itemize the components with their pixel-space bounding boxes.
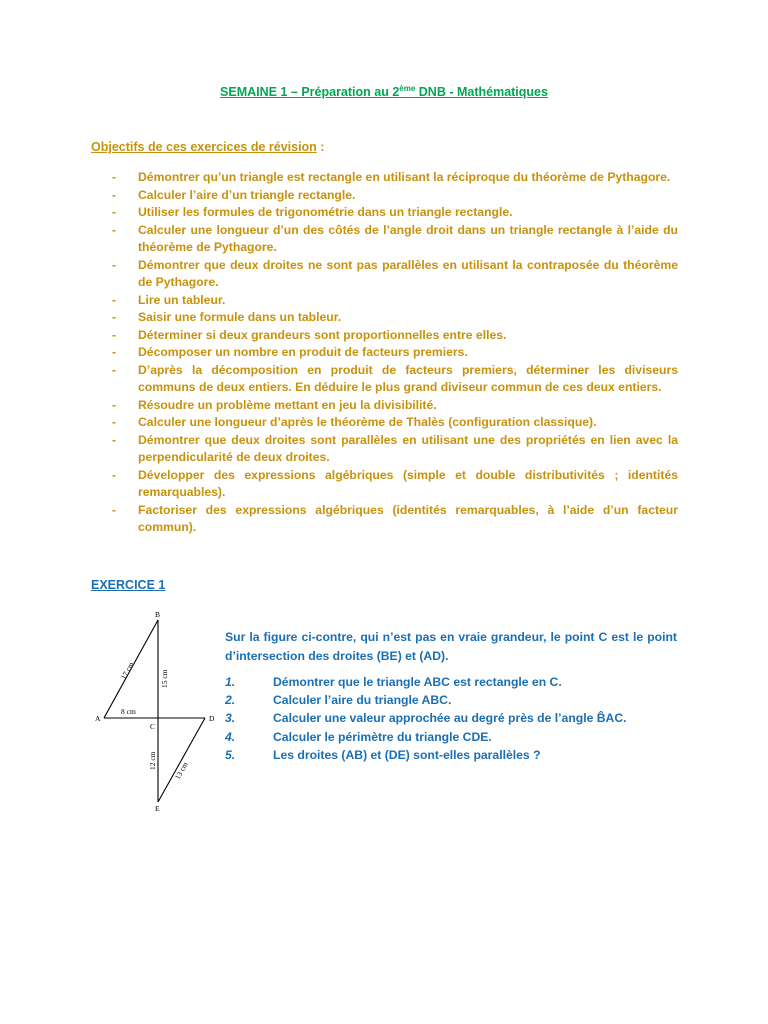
objectives-heading-text: Objectifs de ces exercices de révision	[91, 140, 317, 154]
objective-text: Lire un tableur.	[138, 292, 226, 307]
objective-text: Développer des expressions algébriques (simple et double distributivités ; identités remarquables).	[138, 467, 678, 499]
question-text: Calculer le périmètre du triangle CDE.	[273, 729, 492, 744]
title-suffix: DNB - Mathématiques	[415, 85, 548, 100]
question-item	[225, 673, 677, 691]
objectives-list	[112, 169, 678, 537]
objective-text: Saisir une formule dans un tableur.	[138, 310, 342, 324]
label-bc: 15 cm	[160, 669, 169, 688]
point-c-label: C	[150, 722, 156, 731]
objective-item	[112, 397, 678, 415]
objective-item	[112, 292, 678, 310]
objective-text: Déterminer si deux grandeurs sont proportionnelles entre elles.	[138, 327, 507, 342]
question-item	[225, 691, 677, 709]
objective-item	[112, 432, 678, 467]
bullet-dash: -	[112, 222, 117, 237]
objective-item	[112, 204, 678, 222]
bullet-dash: -	[112, 467, 117, 482]
bullet-dash: -	[112, 187, 117, 202]
objective-item	[112, 502, 678, 537]
point-a-label: A	[95, 714, 101, 723]
label-ce: 12 cm	[148, 751, 157, 770]
question-number: 3.	[225, 711, 236, 726]
bullet-dash: -	[112, 345, 117, 359]
objective-item	[112, 344, 678, 362]
point-b-label: B	[155, 610, 161, 619]
objective-text: Utiliser les formules de trigonométrie dans un triangle rectangle.	[138, 205, 513, 219]
title-superscript: ème	[399, 84, 416, 93]
bullet-dash: -	[112, 502, 117, 517]
bullet-dash: -	[112, 432, 117, 447]
objective-text: Démontrer que deux droites ne sont pas parallèles en utilisant la contraposée du théorème de Pythagore.	[138, 257, 678, 289]
objective-item	[112, 187, 678, 205]
question-number: 5.	[225, 747, 236, 762]
question-number: 1.	[225, 675, 236, 689]
bullet-dash: -	[112, 292, 117, 307]
bullet-dash: -	[112, 310, 117, 324]
exercise-heading: EXERCICE 1	[91, 578, 166, 592]
objective-item	[112, 257, 678, 292]
objective-text: Factoriser des expressions algébriques (identités remarquables, à l’aide d’un facteur commun).	[138, 502, 678, 534]
objective-item	[112, 467, 678, 502]
label-de: 13 cm	[172, 760, 190, 781]
objective-item	[112, 309, 678, 327]
exercise-intro: Sur la figure ci-contre, qui n’est pas en vraie grandeur, le point C est le point d’intersection des droites (BE) et (AD).	[225, 630, 677, 663]
objective-text: Calculer une longueur d’un des côtés de l’angle droit dans un triangle rectangle à l’aide du théorème de Pythagore.	[138, 222, 678, 254]
questions-list	[225, 673, 677, 764]
point-d-label: D	[209, 714, 215, 723]
objective-item	[112, 362, 678, 397]
objective-text: Décomposer un nombre en produit de facteurs premiers.	[138, 345, 468, 359]
objective-item	[112, 327, 678, 345]
objective-text: Calculer une longueur d’après le théorème de Thalès (configuration classique).	[138, 415, 597, 429]
title-prefix: SEMAINE 1 – Préparation au 2	[220, 85, 400, 100]
objectives-heading-suffix: :	[316, 140, 325, 154]
objective-text: Démontrer qu’un triangle est rectangle en utilisant la réciproque du théorème de Pythagore.	[138, 170, 671, 184]
question-number: 2.	[225, 693, 236, 708]
question-number: 4.	[225, 729, 236, 744]
question-item	[225, 728, 677, 746]
geometry-figure	[85, 608, 225, 823]
objectives-heading	[91, 140, 324, 154]
objective-item	[112, 414, 678, 432]
label-ab: 17 cm	[118, 660, 136, 681]
question-text: Calculer l’aire du triangle ABC.	[273, 693, 452, 708]
question-item	[225, 746, 677, 764]
bullet-dash: -	[112, 415, 117, 429]
objective-item	[112, 222, 678, 257]
segment-de	[158, 718, 205, 802]
question-item	[225, 709, 677, 727]
question-text: Démontrer que le triangle ABC est rectangle en C.	[273, 675, 562, 689]
objective-text: Calculer l’aire d’un triangle rectangle.	[138, 187, 356, 202]
objective-text: Résoudre un problème mettant en jeu la divisibilité.	[138, 397, 437, 412]
page-title	[0, 84, 768, 99]
bullet-dash: -	[112, 362, 117, 377]
geometry-figure-svg	[85, 608, 225, 823]
point-e-label: E	[155, 804, 160, 813]
objective-text: D’après la décomposition en produit de facteurs premiers, déterminer les diviseurs communs de deux entiers. En déduire le plus grand diviseur commun de ces deux entiers.	[138, 362, 678, 394]
objective-text: Démontrer que deux droites sont parallèles en utilisant une des propriétés en lien avec la perpendicularité de deux droites.	[138, 432, 678, 464]
bullet-dash: -	[112, 170, 117, 184]
bullet-dash: -	[112, 327, 117, 342]
label-ac: 8 cm	[121, 707, 136, 716]
bullet-dash: -	[112, 205, 117, 219]
question-text: Les droites (AB) et (DE) sont-elles parallèles ?	[273, 747, 541, 762]
bullet-dash: -	[112, 397, 117, 412]
objective-item	[112, 169, 678, 187]
bullet-dash: -	[112, 257, 117, 272]
question-text: Calculer une valeur approchée au degré près de l’angle B̂AC.	[273, 711, 627, 726]
